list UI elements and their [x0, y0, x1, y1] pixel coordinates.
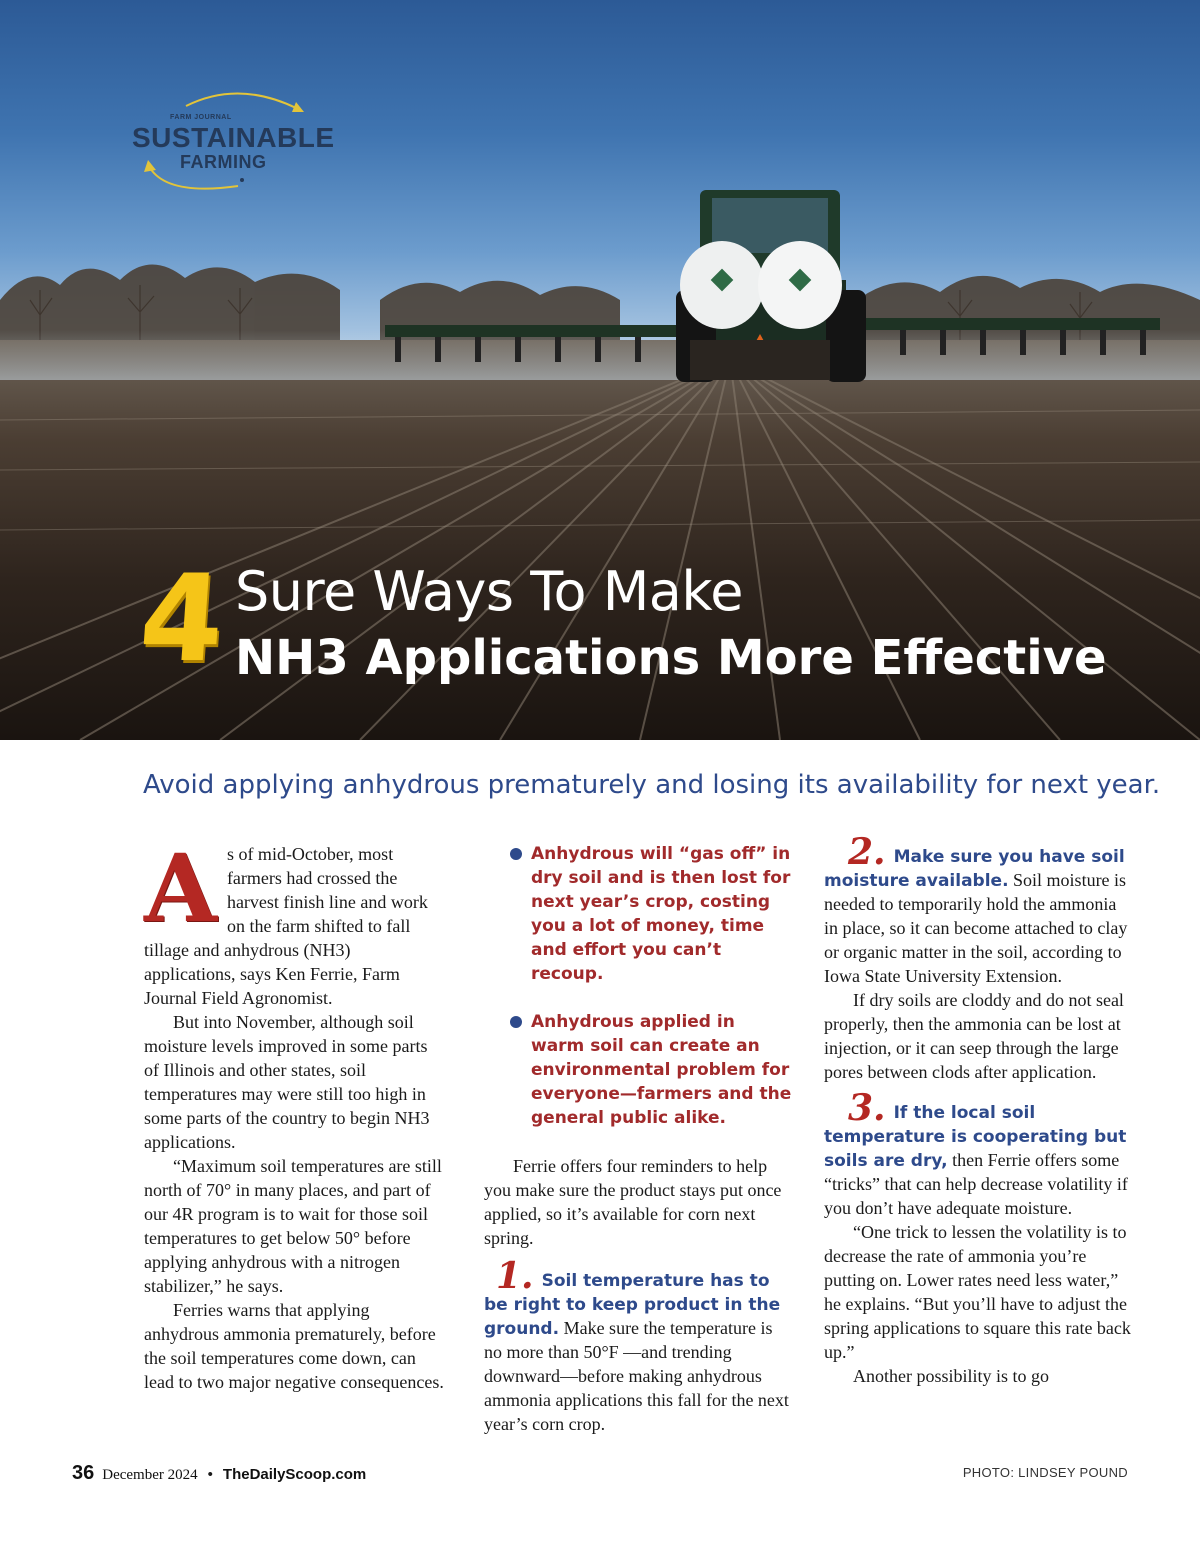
tip-body: Soil moisture is needed to temporarily hold the ammonia in place, so it can become attached to clay or organic matter in the soil, according to Iowa State University Extension.	[824, 870, 1128, 986]
page-number: 36	[72, 1462, 95, 1484]
page-footer	[72, 1462, 366, 1485]
issue-date: December 2024	[102, 1467, 198, 1483]
quote-paragraph: “Maximum soil temperatures are still north of 70° in many places, and part of our 4R program is to wait for those soil temperatures to get below 50° before applying anhydrous with a nitrogen stabilizer,” he says.	[144, 1156, 442, 1296]
paragraph: Ferries warns that applying anhydrous ammonia prematurely, before the soil temperatures come down, can lead to two major negative consequences.	[144, 1300, 444, 1392]
hero-photo	[0, 0, 1200, 740]
column-2	[484, 842, 794, 1436]
paragraph: Ferrie offers four reminders to help you make sure the product stays put once applied, so it’s available for corn next spring.	[484, 1156, 782, 1248]
tip-number: 1.	[496, 1255, 534, 1297]
paragraph: If dry soils are cloddy and do not seal properly, then the ammonia can be lost at injection, or it can seep through the large pores between clods after application.	[824, 990, 1124, 1082]
tip-number: 2.	[848, 831, 886, 873]
bullet-item	[484, 1010, 794, 1130]
bullet-text: Anhydrous will “gas off” in dry soil and is then lost for next year’s crop, costing you a lot of money, time and effort you can’t recoup.	[531, 844, 791, 984]
article-deck: Avoid applying anhydrous prematurely and losing its availability for next year.	[143, 770, 1161, 800]
bullet-item	[484, 842, 794, 986]
tip-heading: Soil temperature has to be right to keep product in the ground.	[484, 1271, 781, 1339]
title-line-2: NH3 Applications More Effective	[235, 630, 1107, 686]
tip-number: 3.	[848, 1087, 886, 1129]
logo-brand-small: FARM JOURNAL	[170, 114, 232, 121]
column-3	[824, 831, 1134, 1388]
quote-paragraph: “One trick to lessen the volatility is to decrease the rate of ammonia you’re putting on. Lower rates need less water,” he explains. “But you’ll have to adjust the spring applications to square this rate back up.”	[824, 1222, 1131, 1362]
bullet-dot-icon	[510, 1016, 522, 1028]
paragraph: Another possibility is to go	[853, 1366, 1050, 1386]
tip-2	[824, 831, 1134, 988]
bullet-text: Anhydrous applied in warm soil can create an environmental problem for everyone—farmers and the general public alike.	[531, 1012, 792, 1128]
column-1	[144, 834, 444, 1394]
tip-body: then Ferrie offers some “tricks” that can help decrease volatility if you don’t have adequate moisture.	[824, 1150, 1128, 1218]
tip-1	[484, 1255, 794, 1436]
bullet-dot-icon	[510, 848, 522, 860]
tip-body: Make sure the temperature is no more than 50°F —and trending downward—before making anhydrous ammonia applications this fall for the next year’s corn crop.	[484, 1318, 789, 1434]
photo-credit: PHOTO: LINDSEY POUND	[962, 1465, 1128, 1480]
title-number: 4	[135, 550, 229, 689]
tip-3	[824, 1087, 1134, 1220]
tip-heading: If the local soil temperature is cooperating but soils are dry,	[824, 1103, 1127, 1171]
tip-heading: Make sure you have soil moisture available.	[824, 847, 1125, 891]
site-link[interactable]: TheDailyScoop.com	[222, 1466, 367, 1483]
footer-separator: •	[207, 1466, 213, 1483]
title-line-1: Sure Ways To Make	[235, 560, 743, 623]
paragraph: But into November, although soil moisture levels improved in some parts of Illinois and other states, soil temperatures may were still too high in some parts of the country to begin NH3 applications.	[144, 1012, 430, 1152]
logo-line-2: FARMING	[180, 152, 267, 172]
intro-text: s of mid-October, most farmers had crossed the harvest finish line and work on the farm shifted to fall tillage and anhydrous (NH3) applications, says Ken Ferrie, Farm Journal Field Agronomist.	[144, 844, 428, 1008]
logo-line-1: SUSTAINABLE	[132, 122, 335, 153]
drop-cap: A	[144, 834, 217, 944]
sustainable-farming-logo	[128, 88, 335, 198]
intro-paragraph	[144, 834, 444, 1010]
